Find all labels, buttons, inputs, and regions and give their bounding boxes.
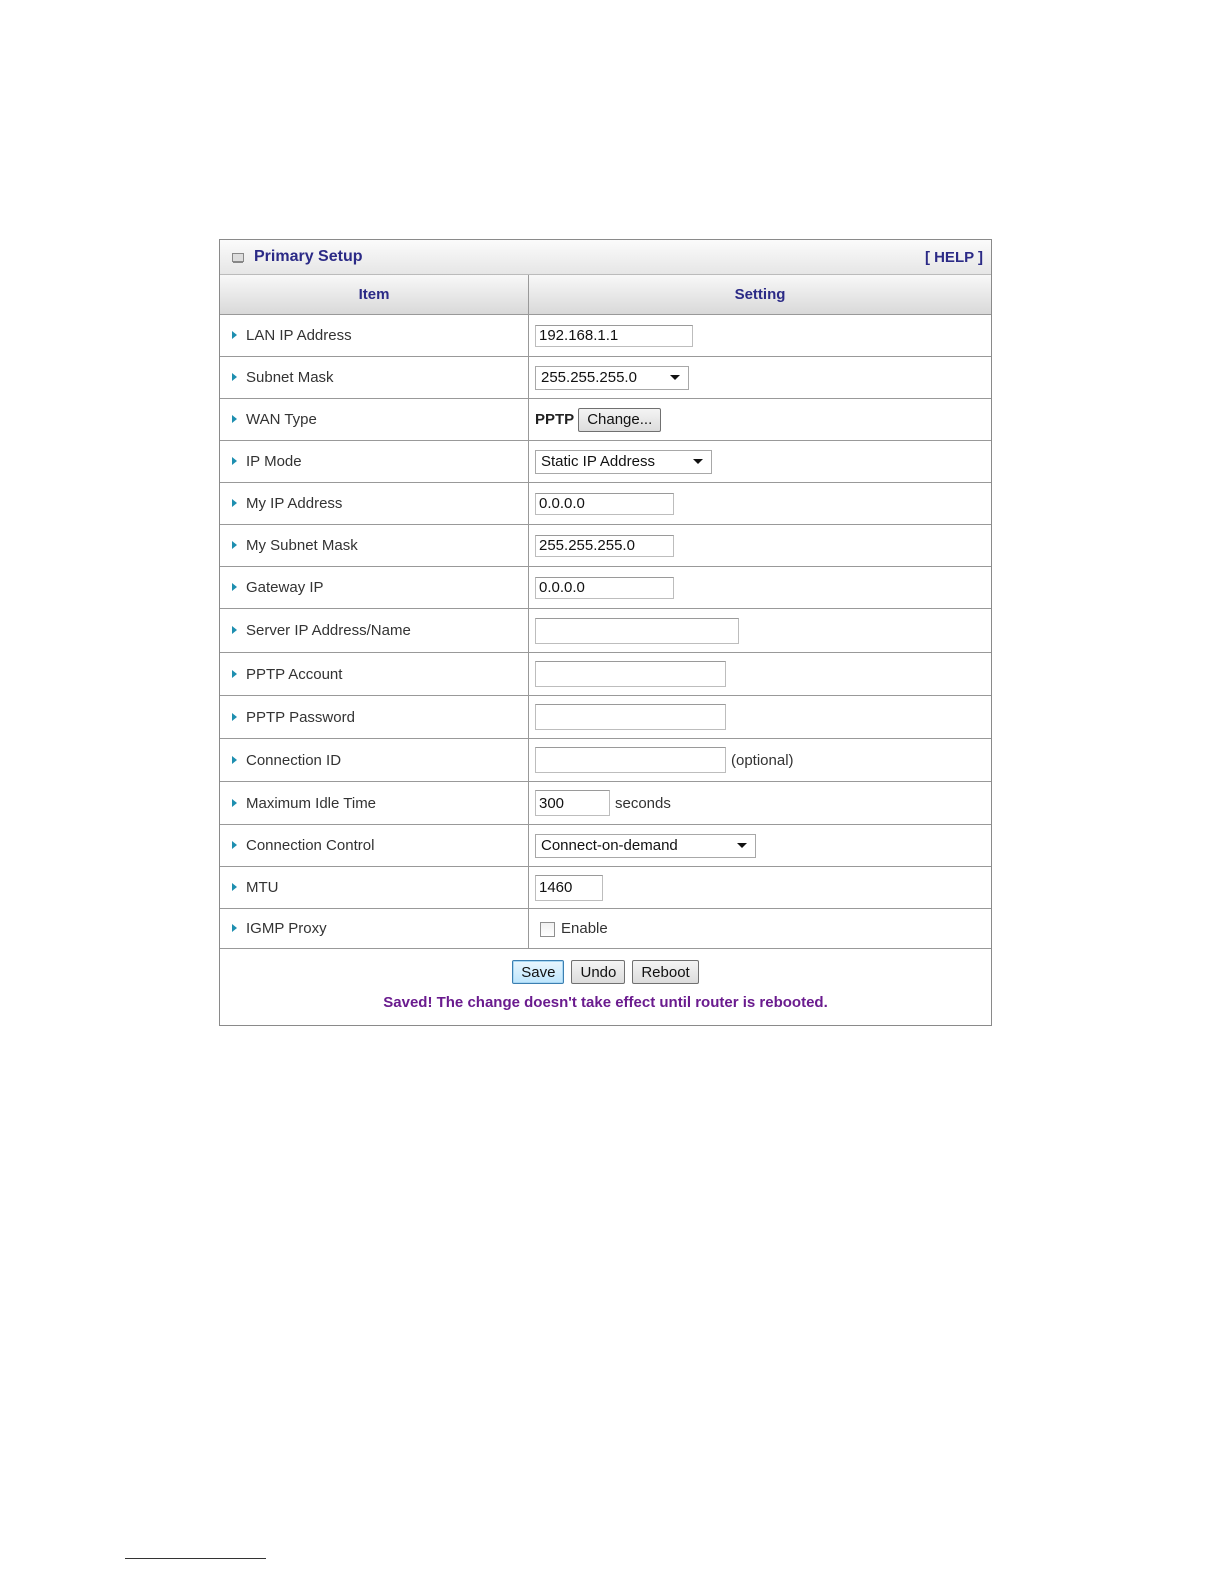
ip-mode-selected: Static IP Address xyxy=(541,453,655,470)
bullet-arrow-icon xyxy=(232,756,237,764)
row-setting xyxy=(529,483,992,525)
lan-ip-input[interactable] xyxy=(535,325,693,347)
bullet-arrow-icon xyxy=(232,541,237,549)
connection-id-label: Connection ID xyxy=(246,751,342,769)
igmp-proxy-label: IGMP Proxy xyxy=(246,920,327,937)
row-setting xyxy=(529,525,992,567)
ip-mode-label: IP Mode xyxy=(246,453,302,470)
bullet-arrow-icon xyxy=(232,841,237,849)
reboot-button[interactable]: Reboot xyxy=(632,960,698,984)
connection-control-selected: Connect-on-demand xyxy=(541,837,678,854)
row-label xyxy=(220,825,529,867)
chevron-down-icon xyxy=(737,843,747,848)
table-row xyxy=(220,867,991,909)
connection-id-input[interactable] xyxy=(535,747,726,773)
action-buttons xyxy=(220,960,991,984)
row-setting xyxy=(529,399,992,441)
row-setting xyxy=(529,782,992,825)
wan-type-label: WAN Type xyxy=(246,411,317,428)
lan-ip-label: LAN IP Address xyxy=(246,327,352,344)
table-row xyxy=(220,739,991,782)
table-row xyxy=(220,483,991,525)
subnet-mask-select[interactable] xyxy=(535,366,689,390)
panel-header xyxy=(220,240,991,275)
footnote-divider xyxy=(125,1558,266,1559)
row-label xyxy=(220,696,529,739)
idle-time-label: Maximum Idle Time xyxy=(246,794,377,812)
table-row xyxy=(220,441,991,483)
bullet-arrow-icon xyxy=(232,373,237,381)
optional-hint: (optional) xyxy=(731,751,794,769)
table-row xyxy=(220,315,991,357)
bullet-arrow-icon xyxy=(232,799,237,807)
my-ip-label: My IP Address xyxy=(246,495,343,512)
row-setting xyxy=(529,696,992,739)
server-input[interactable] xyxy=(535,618,739,644)
pptp-account-input[interactable] xyxy=(535,661,726,687)
row-label xyxy=(220,782,529,825)
idle-time-input[interactable] xyxy=(535,790,610,816)
wan-type-value: PPTP xyxy=(535,411,575,428)
row-label xyxy=(220,483,529,525)
primary-setup-panel xyxy=(219,239,992,1026)
igmp-enable-checkbox[interactable] xyxy=(540,922,555,937)
pptp-account-label: PPTP Account xyxy=(246,665,343,683)
row-setting xyxy=(529,909,992,949)
bullet-arrow-icon xyxy=(232,924,237,932)
table-row xyxy=(220,696,991,739)
bullet-arrow-icon xyxy=(232,331,237,339)
bullet-arrow-icon xyxy=(232,457,237,465)
bullet-arrow-icon xyxy=(232,883,237,891)
action-footer xyxy=(220,949,991,1025)
row-label xyxy=(220,399,529,441)
seconds-unit: seconds xyxy=(615,794,671,812)
mtu-label: MTU xyxy=(246,879,279,896)
bullet-arrow-icon xyxy=(232,670,237,678)
window-icon xyxy=(232,253,244,262)
save-button[interactable]: Save xyxy=(512,960,564,984)
table-row xyxy=(220,825,991,867)
bullet-arrow-icon xyxy=(232,499,237,507)
table-row xyxy=(220,567,991,609)
row-setting xyxy=(529,315,992,357)
row-label xyxy=(220,909,529,949)
table-header-row xyxy=(220,275,991,315)
my-subnet-label: My Subnet Mask xyxy=(246,537,358,554)
row-label xyxy=(220,315,529,357)
settings-table xyxy=(220,275,991,949)
help-link[interactable]: [ HELP ] xyxy=(924,248,983,266)
row-setting xyxy=(529,357,992,399)
connection-control-label: Connection Control xyxy=(246,837,375,854)
row-setting xyxy=(529,825,992,867)
row-setting xyxy=(529,653,992,696)
my-subnet-input[interactable] xyxy=(535,535,674,557)
my-ip-input[interactable] xyxy=(535,493,674,515)
gateway-ip-label: Gateway IP xyxy=(246,579,324,596)
row-setting xyxy=(529,441,992,483)
column-header-setting: Setting xyxy=(529,275,992,315)
gateway-ip-input[interactable] xyxy=(535,577,674,599)
table-row xyxy=(220,653,991,696)
ip-mode-select[interactable] xyxy=(535,450,712,474)
pptp-password-input[interactable] xyxy=(535,704,726,730)
subnet-mask-label: Subnet Mask xyxy=(246,369,334,386)
column-header-item: Item xyxy=(220,275,529,315)
table-row xyxy=(220,609,991,653)
row-label xyxy=(220,357,529,399)
connection-control-select[interactable] xyxy=(535,834,756,858)
bullet-arrow-icon xyxy=(232,626,237,634)
table-row xyxy=(220,399,991,441)
change-wan-type-button[interactable]: Change... xyxy=(578,408,661,432)
mtu-input[interactable] xyxy=(535,875,603,901)
row-setting xyxy=(529,867,992,909)
igmp-enable-label: Enable xyxy=(561,920,608,937)
panel-title-text: Primary Setup xyxy=(254,248,363,265)
table-row xyxy=(220,782,991,825)
bullet-arrow-icon xyxy=(232,583,237,591)
pptp-password-label: PPTP Password xyxy=(246,708,355,726)
bullet-arrow-icon xyxy=(232,713,237,721)
table-row xyxy=(220,909,991,949)
row-setting xyxy=(529,739,992,782)
server-label: Server IP Address/Name xyxy=(246,622,411,639)
status-message: Saved! The change doesn't take effect until router is rebooted. xyxy=(383,994,828,1011)
bullet-arrow-icon xyxy=(232,415,237,423)
row-setting xyxy=(529,609,992,653)
row-label xyxy=(220,609,529,653)
row-label xyxy=(220,525,529,567)
row-setting xyxy=(529,567,992,609)
panel-title xyxy=(232,248,362,266)
subnet-mask-selected: 255.255.255.0 xyxy=(541,369,637,386)
chevron-down-icon xyxy=(670,375,680,380)
row-label xyxy=(220,653,529,696)
row-label xyxy=(220,867,529,909)
table-row xyxy=(220,525,991,567)
row-label xyxy=(220,441,529,483)
row-label xyxy=(220,567,529,609)
undo-button[interactable]: Undo xyxy=(571,960,625,984)
table-row xyxy=(220,357,991,399)
chevron-down-icon xyxy=(693,459,703,464)
row-label xyxy=(220,739,529,782)
